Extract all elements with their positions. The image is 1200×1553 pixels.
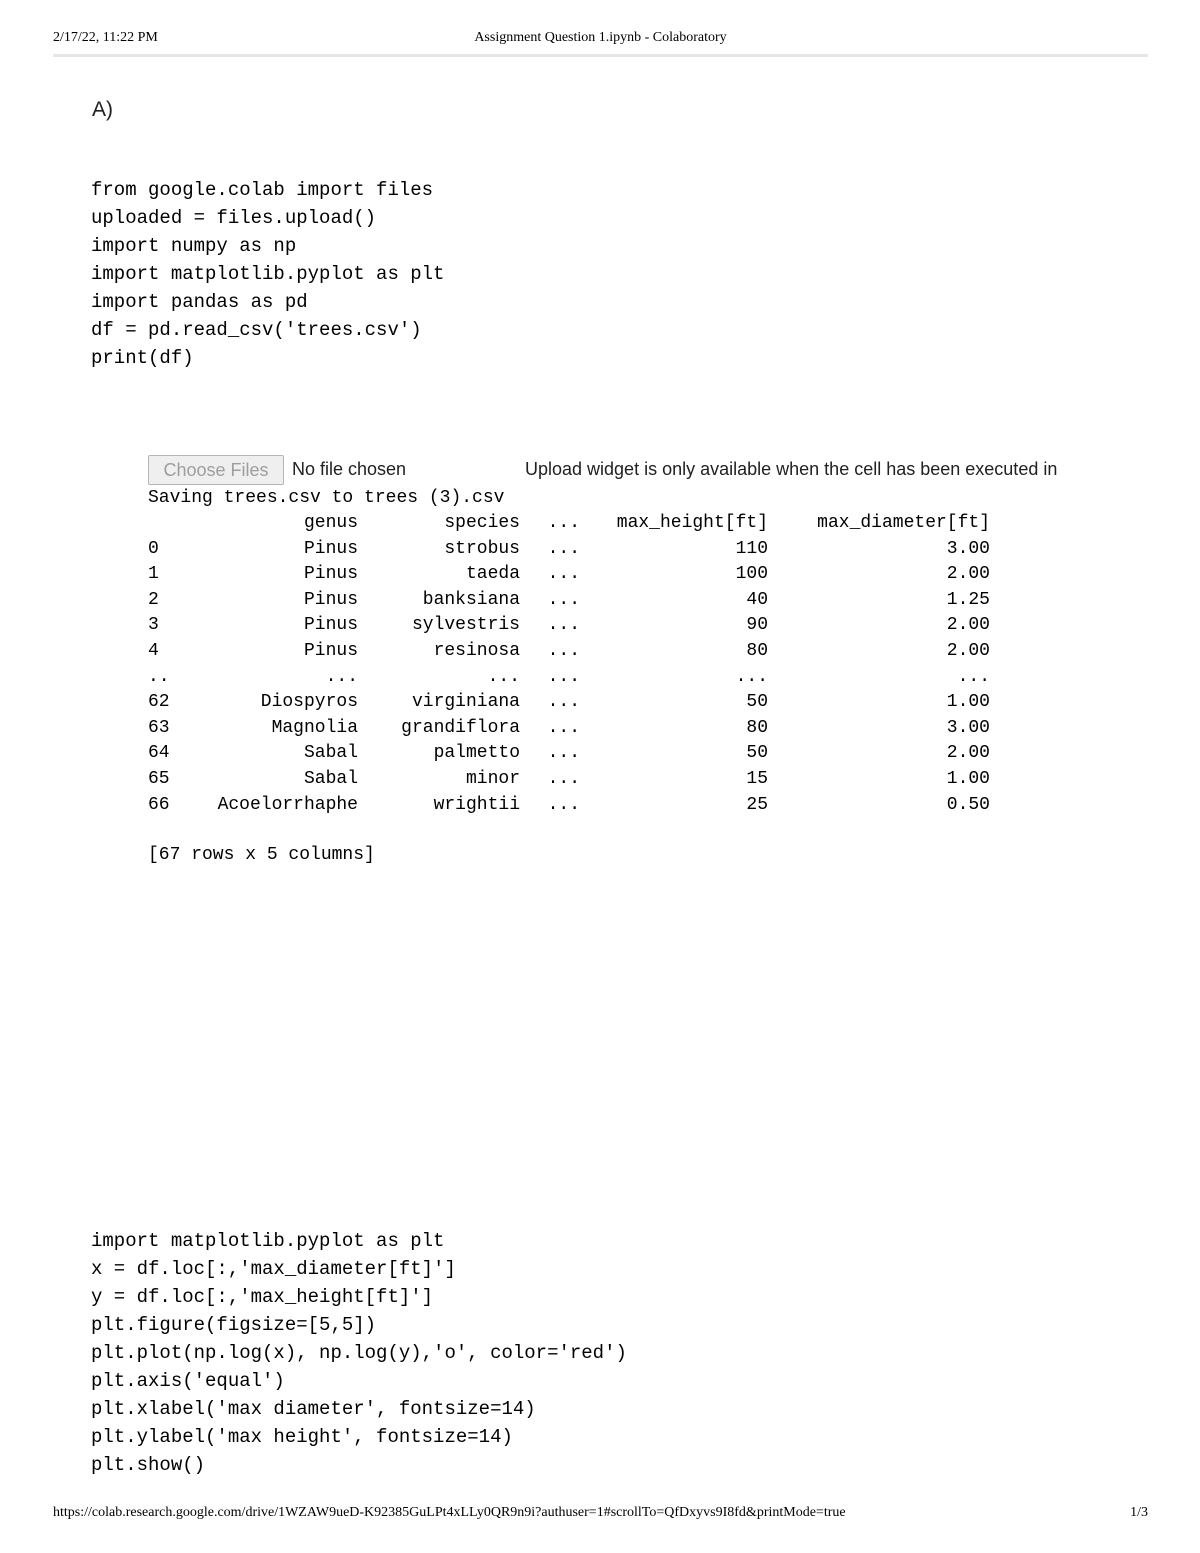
cell-ellipsis: ... — [547, 589, 580, 610]
cell-max-diameter: 2.00 — [946, 615, 990, 636]
table-row — [148, 613, 990, 639]
table-body — [148, 537, 990, 819]
column-header-ellipsis: ... — [547, 513, 580, 533]
cell-max-diameter: 1.00 — [946, 692, 990, 713]
table-row — [148, 537, 990, 563]
cell-max-diameter: 0.50 — [946, 794, 990, 815]
cell-index: 2 — [148, 589, 159, 610]
cell-species: banksiana — [422, 589, 520, 610]
table-row — [148, 588, 990, 614]
cell-ellipsis: ... — [547, 768, 580, 789]
cell-max-height: 25 — [746, 794, 768, 815]
cell-genus: Acoelorrhaphe — [217, 794, 358, 815]
cell-ellipsis: ... — [547, 717, 580, 738]
cell-species: sylvestris — [411, 615, 520, 636]
cell-genus: Sabal — [303, 743, 358, 764]
cell-index: 4 — [148, 640, 159, 661]
table-row — [148, 741, 990, 767]
cell-genus: Pinus — [303, 615, 358, 636]
cell-ellipsis: ... — [547, 692, 580, 713]
saving-message: Saving trees.csv to trees (3).csv — [148, 488, 505, 508]
cell-index: 3 — [148, 615, 159, 636]
cell-max-height: 50 — [746, 743, 768, 764]
cell-max-height: 50 — [746, 692, 768, 713]
cell-max-diameter: 1.25 — [946, 589, 990, 610]
cell-index: 66 — [148, 794, 170, 815]
cell-max-diameter: 2.00 — [946, 743, 990, 764]
rows-summary: [67 rows x 5 columns] — [148, 845, 375, 866]
cell-genus: Magnolia — [271, 717, 358, 738]
cell-species: taeda — [465, 564, 520, 585]
cell-max-height: 110 — [735, 538, 768, 559]
table-row — [148, 767, 990, 793]
dataframe-table — [148, 511, 990, 818]
cell-genus: Pinus — [303, 538, 358, 559]
column-header-genus: genus — [303, 513, 358, 533]
cell-ellipsis: ... — [547, 538, 580, 559]
table-row — [148, 793, 990, 819]
cell-output-1 — [148, 455, 1148, 868]
upload-widget — [148, 455, 1148, 487]
cell-genus: ... — [325, 666, 358, 687]
cell-index: 0 — [148, 538, 159, 559]
cell-max-diameter: 3.00 — [946, 538, 990, 559]
cell-max-diameter: 3.00 — [946, 717, 990, 738]
cell-species: palmetto — [433, 743, 520, 764]
upload-widget-note: Upload widget is only available when the cell has been executed in — [525, 459, 1058, 479]
cell-max-height: ... — [735, 666, 768, 687]
cell-max-diameter: 2.00 — [946, 640, 990, 661]
column-header-max-diameter: max_diameter[ft] — [817, 513, 990, 533]
cell-species: virginiana — [411, 692, 520, 713]
header-divider — [53, 54, 1148, 57]
column-header-index — [148, 511, 196, 537]
cell-species: resinosa — [433, 640, 520, 661]
page-number: 1/3 — [1130, 1505, 1148, 1520]
cell-max-diameter: 1.00 — [946, 768, 990, 789]
cell-species: wrightii — [433, 794, 520, 815]
cell-index: 64 — [148, 743, 170, 764]
cell-genus: Sabal — [303, 768, 358, 789]
cell-ellipsis: ... — [547, 640, 580, 661]
cell-ellipsis: ... — [547, 666, 580, 687]
cell-genus: Diospyros — [260, 692, 358, 713]
cell-max-diameter: 2.00 — [946, 564, 990, 585]
cell-max-height: 40 — [746, 589, 768, 610]
cell-index: .. — [148, 666, 170, 687]
table-row — [148, 639, 990, 665]
cell-ellipsis: ... — [547, 615, 580, 636]
code-cell-1[interactable]: from google.colab import files uploaded = files.upload() import numpy as np import matplotlib.pyplot as plt import pandas as pd df = pd.read_csv('trees.csv') print(df) — [91, 179, 445, 369]
cell-index: 1 — [148, 564, 159, 585]
cell-max-height: 15 — [746, 768, 768, 789]
table-row — [148, 665, 990, 691]
cell-species: minor — [465, 768, 520, 789]
cell-index: 62 — [148, 692, 170, 713]
markdown-heading: A) — [92, 98, 113, 121]
cell-max-height: 80 — [746, 717, 768, 738]
table-row — [148, 690, 990, 716]
cell-ellipsis: ... — [547, 743, 580, 764]
print-date: 2/17/22, 11:22 PM — [53, 30, 158, 45]
cell-genus: Pinus — [303, 564, 358, 585]
table-row — [148, 562, 990, 588]
cell-genus: Pinus — [303, 640, 358, 661]
cell-max-height: 90 — [746, 615, 768, 636]
cell-index: 63 — [148, 717, 170, 738]
code-cell-2[interactable]: import matplotlib.pyplot as plt x = df.loc[:,'max_diameter[ft]'] y = df.loc[:,'max_height[ft]'] plt.figure(figsize=[5,5]) plt.plot(np.log(x), np.log(y),'o', color='red') plt.axis('equal') plt.xlabel('max diameter', fontsize=14) plt.ylabel('max height', fontsize=14) plt.show() — [91, 1230, 627, 1476]
cell-species: grandiflora — [401, 717, 520, 738]
choose-files-button[interactable]: Choose Files — [148, 455, 284, 485]
cell-genus: Pinus — [303, 589, 358, 610]
page-url: https://colab.research.google.com/drive/1WZAW9ueD-K92385GuLPt4xLLy0QR9n9i?authuser=1#scrollTo=QfDxyvs9I8fd&printMode=true — [53, 1505, 846, 1520]
cell-species: ... — [487, 666, 520, 687]
cell-max-height: 80 — [746, 640, 768, 661]
cell-max-height: 100 — [735, 564, 768, 585]
table-row — [148, 716, 990, 742]
cell-index: 65 — [148, 768, 170, 789]
document-title: Assignment Question 1.ipynb - Colaboratory — [474, 30, 727, 45]
cell-species: strobus — [444, 538, 520, 559]
no-file-status: No file chosen — [292, 459, 407, 479]
cell-ellipsis: ... — [547, 794, 580, 815]
column-header-species: species — [444, 513, 520, 533]
column-header-max-height: max_height[ft] — [616, 513, 768, 533]
table-header-row — [148, 511, 990, 537]
cell-max-diameter: ... — [957, 666, 990, 687]
cell-ellipsis: ... — [547, 564, 580, 585]
